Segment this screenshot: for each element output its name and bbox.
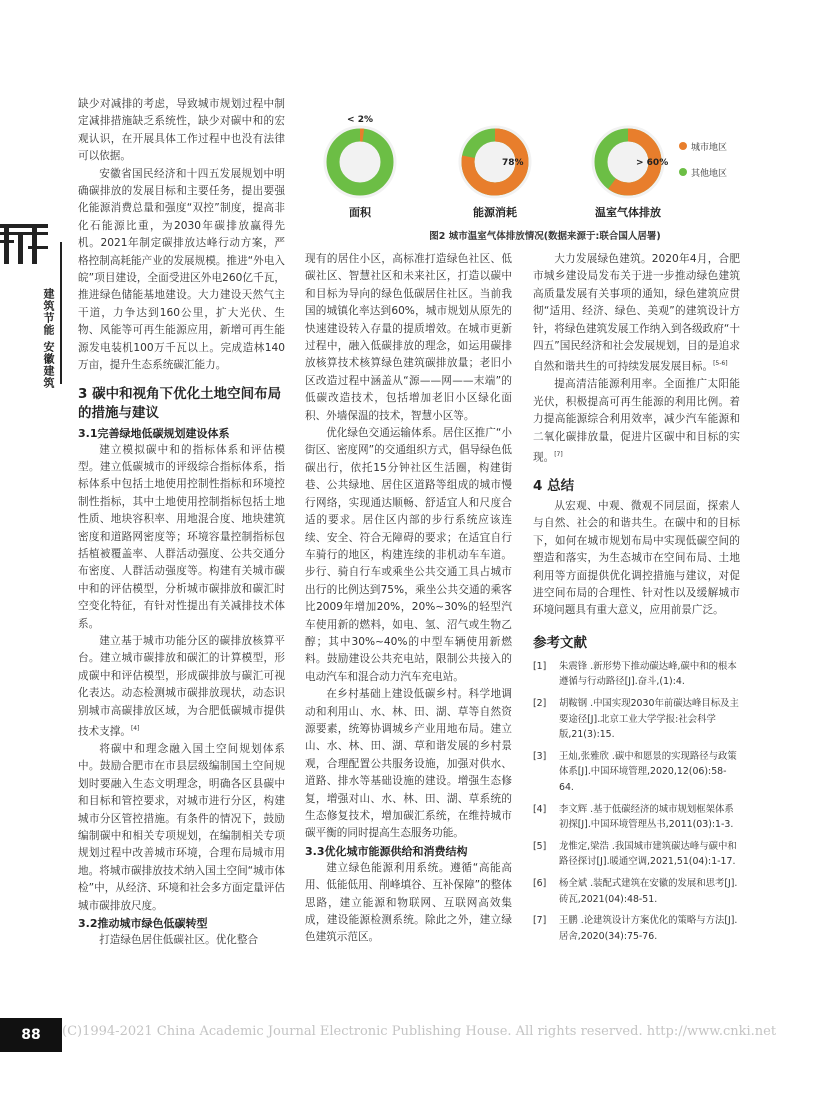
reference-list — [533, 659, 740, 945]
paragraph-text: 大力发展绿色建筑。2020年4月，合肥市城乡建设局发布关于进一步推动绿色建筑高质量发展有关事项的通知，绿色建筑应贯彻“适用、经济、绿色、美观”的建筑设计方针，将绿色建筑发展工作纳入到各级政府“十四五”国民经济和社会发展规划，目的是追求自然和谐共生的可持续发展发展目标。 — [533, 253, 740, 373]
pie-title: 面积 — [349, 206, 371, 219]
paragraph: 建立绿色能源利用系统。遵循“高能高用、低能低用、削峰填谷、互补保障”的整体思路，建立能源和物联网、互联网高效集成，建设能源检测系统。除此之外，建立绿色建筑示范区。 — [305, 861, 512, 944]
reference-text: 杨全斌 .装配式建筑在安徽的发展和思考[J].砖瓦,2021(04):48-51. — [559, 877, 738, 905]
paragraph — [533, 251, 740, 376]
paragraph: 在乡村基础上建设低碳乡村。科学地调动和利用山、水、林、田、湖、草等自然资源要素，统筹协调城乡产业用地布局。建立山、水、林、田、湖、草和谐发展的乡村景观，合理配置公共服务设施，加强对供水、道路、排水等基础设施的建设。增强生态修复，增强对山、水、林、田、湖、草系统的生态修复技术，增加碳汇系统，在维持城市碳平衡的同时提高生态服务功能。 — [305, 688, 512, 840]
column-3 — [533, 251, 740, 950]
reference-text: 李文辉 .基于低碳经济的城市规划框架体系初探[J].中国环境管理丛书,2011(03):1-3. — [559, 803, 734, 831]
reference-text: 王鹏 .论建筑设计方案优化的策略与方法[J].居舍,2020(34):75-76. — [559, 915, 738, 942]
reference-number: [2] — [533, 697, 547, 709]
reference-number: [5] — [533, 840, 547, 852]
sidebar-rule — [60, 242, 62, 384]
reference-item — [533, 749, 740, 796]
reference-number: [6] — [533, 877, 547, 889]
section-heading-3: 3 碳中和视角下优化土地空间布局的措施与建议 — [78, 385, 282, 421]
paragraph: 现有的居住小区，高标准打造绿色社区、低碳社区、智慧社区和未来社区，打造以碳中和目标为导向的绿色低碳居住社区。当前我国的城镇化率达到60%，城市规划从原先的快速建设转入存量的提质增效。在城市更新过程中，融入低碳排放的理念，如运用碳排放核算技术核算绿色建筑碳排放量；老旧小区改造过程中涵盖从“源——网——末端”的低碳改造技术，包括增加老旧小区绿化面积、外墙保温的技术，智慧小区等。 — [305, 253, 512, 422]
reference-text: 朱震锋 .新形势下推动碳达峰,碳中和的根本遵循与行动路径[J].奋斗,(1):4. — [559, 660, 737, 688]
legend-urban-label: 城市地区 — [691, 143, 728, 153]
citation: [4] — [130, 725, 140, 732]
reference-text: 王灿,张雅欣 .碳中和愿景的实现路径与政策体系[J].中国环境管理,2020,12(06):58-64. — [559, 750, 737, 793]
page-number: 88 — [0, 1018, 62, 1052]
citation: [5-6] — [713, 360, 728, 368]
references-heading: 参考文献 — [533, 634, 587, 651]
pie-title: 能源消耗 — [473, 206, 517, 219]
paragraph: 从宏观、中观、微观不同层面，探索人与自然、社会的和谐共生。在碳中和的目标下，如何在城市规划布局中实现低碳空间的塑造和落实，为生态城市在空间布局、土地利用等方面提供优化调控措施与建议，对促进空间布局的合理性、针对性以及缓解城市环境问题具有重大意义，应用前景广泛。 — [533, 499, 740, 617]
paragraph: 安徽省国民经济和十四五发展规划中明确碳排放的发展目标和主要任务，提出要强化能源消费总量和强度“双控”制度，提高非化石能源比重，为2030年碳排放赢得先机。2021年制定碳排放达峰行动方案，严格控制高耗能产业的发展规模。推进“外电入皖”项目建设，全面受进区外电260亿千瓦，推进绿色储能基地建设。大力建设天然气主干道，力争达到160公里，扩大光伏、生物、风能等可再生能源应用，新增可再生能源发电装机100万千瓦以上。完成造林140万亩，提升生态系统碳汇能力。 — [78, 167, 285, 372]
paragraph — [533, 376, 740, 467]
reference-item — [533, 913, 740, 944]
subsection-heading-3-1: 3.1完善绿地低碳规划建设体系 — [78, 426, 230, 440]
column-1 — [78, 96, 285, 949]
reference-text: 龙惟定,梁浩 .我国城市建筑碳达峰与碳中和路径探讨[J].暖通空调,2021,51(04):1-17. — [559, 840, 737, 868]
paragraph-text: 建立基于城市功能分区的碳排放核算平台。建立城市碳排放和碳汇的计算模型，形成碳中和评估模型，形成碳排放与碳汇可视化表达。动态检测城市碳排放现状，动态识别城市高碳排放区域，为合肥低碳城市提供技术支撑。 — [78, 634, 285, 738]
citation: [7] — [554, 451, 563, 458]
paragraph: 打造绿色居住低碳社区。优化整合 — [99, 934, 259, 946]
reference-number: [7] — [533, 915, 547, 927]
pie-value-label: 78% — [502, 158, 524, 168]
reference-item — [533, 659, 740, 690]
reference-number: [3] — [533, 750, 547, 762]
reference-item — [533, 876, 740, 907]
reference-item — [533, 696, 740, 743]
legend-urban-marker — [679, 142, 687, 150]
paragraph: 将碳中和理念融入国土空间规划体系中。鼓励合肥市在市县层级编制国土空间规划时要融入生态文明理念，明确各区县碳中和目标和管控要求，对城市进行分区，构建城市分区管控措施。有条件的情况下，鼓励编制碳中和相关专项规划，在编制相关专项规划过程中改善城市环境，合理布局城市用地。将城市碳排放技术纳入国土空间“城市体检”中，从经济、环境和社会多方面定量评估城市碳排放尺度。 — [78, 742, 285, 912]
reference-number: [1] — [533, 660, 547, 672]
figure-caption: 图2 城市温室气体排放情况(数据来源于:联合国人居署) — [429, 231, 661, 242]
paragraph: 优化绿色交通运输体系。居住区推广“小街区、密度网”的交通组织方式，倡导绿色低碳出行，依托15分钟社区生活圈，构建街巷、公共绿地、居住区道路等组成的城市慢行网络，实现通达顺畅、舒适宜人和尺度合适的要求。居住区内部的步行系统应该连续、安全、符合无障碍的要求；在适宜自行车骑行的地区，构建连续的非机动车车道。步行、骑自行车或乘坐公共交通工具占城市出行的比例达到75%，乘坐公共交通的乘客比2009年增加20%，20%~30%的轻型汽车使用新的燃料，如电、氢、沼气或生物乙醇；其中30%~40%的中型车辆使用新燃料。鼓励建设公共充电站，限制公共接入的电动汽车和混合动力汽车充电站。 — [305, 427, 512, 683]
paragraph: 建立模拟碳中和的指标体系和评估模型。建立低碳城市的评级综合指标体系，指标体系中包括土地使用控制性指标和环境控制性指标，其中土地使用控制指标包括土地性质、地块容积率、用地混合度、地块建筑密度和道路网密度等；环境容量控制指标包括植被覆盖率、人群活动强度、公共交通分布密度、人群活动强度等。构建有关城市碳中和的评估模型，分析城市碳排放和碳汇时空变化特征，有针对性提出有关减排技术体系。 — [78, 443, 285, 630]
legend — [679, 141, 727, 179]
paragraph — [78, 633, 285, 741]
legend-other-marker — [679, 168, 687, 176]
column-2 — [305, 251, 512, 947]
subsection-heading-3-3: 3.3优化城市能源供给和消费结构 — [305, 844, 468, 858]
reference-text: 胡鞍钢 .中国实现2030年前碳达峰目标及主要途径[J].北京工业大学学报:社会科学版,21(3):15. — [559, 697, 739, 741]
section-heading-4: 4 总结 — [533, 477, 575, 494]
journal-section-logo — [0, 222, 48, 266]
paragraph-text: 提高清洁能源利用率。全面推广太阳能光伏，积极提高可再生能源的利用比例。着力提高能源综合利用效率，减少汽车能源和二氧化碳排放量，促进片区碳中和目标的实现。 — [533, 378, 740, 464]
pie-value-label: < 2% — [347, 115, 373, 125]
reference-item — [533, 839, 740, 870]
sidebar-section-label: 建筑节能 安徽建筑 — [42, 288, 55, 389]
legend-other-label: 其他地区 — [691, 169, 728, 179]
subsection-heading-3-2: 3.2推动城市绿色低碳转型 — [78, 917, 208, 930]
reference-number: [4] — [533, 803, 547, 815]
reference-item — [533, 802, 740, 833]
copyright-footer: (C)1994-2021 China Academic Journal Electronic Publishing House. All rights reserved. http://www.cnki.net — [62, 1024, 777, 1039]
paragraph: 缺少对减排的考虑，导致城市规划过程中制定减排措施缺乏系统性，缺少对碳中和的宏观认识，在开展具体工作过程中也没有法律可以依据。 — [78, 98, 285, 163]
pie-value-label: > 60% — [636, 158, 669, 168]
pie-title: 温室气体排放 — [595, 206, 661, 219]
